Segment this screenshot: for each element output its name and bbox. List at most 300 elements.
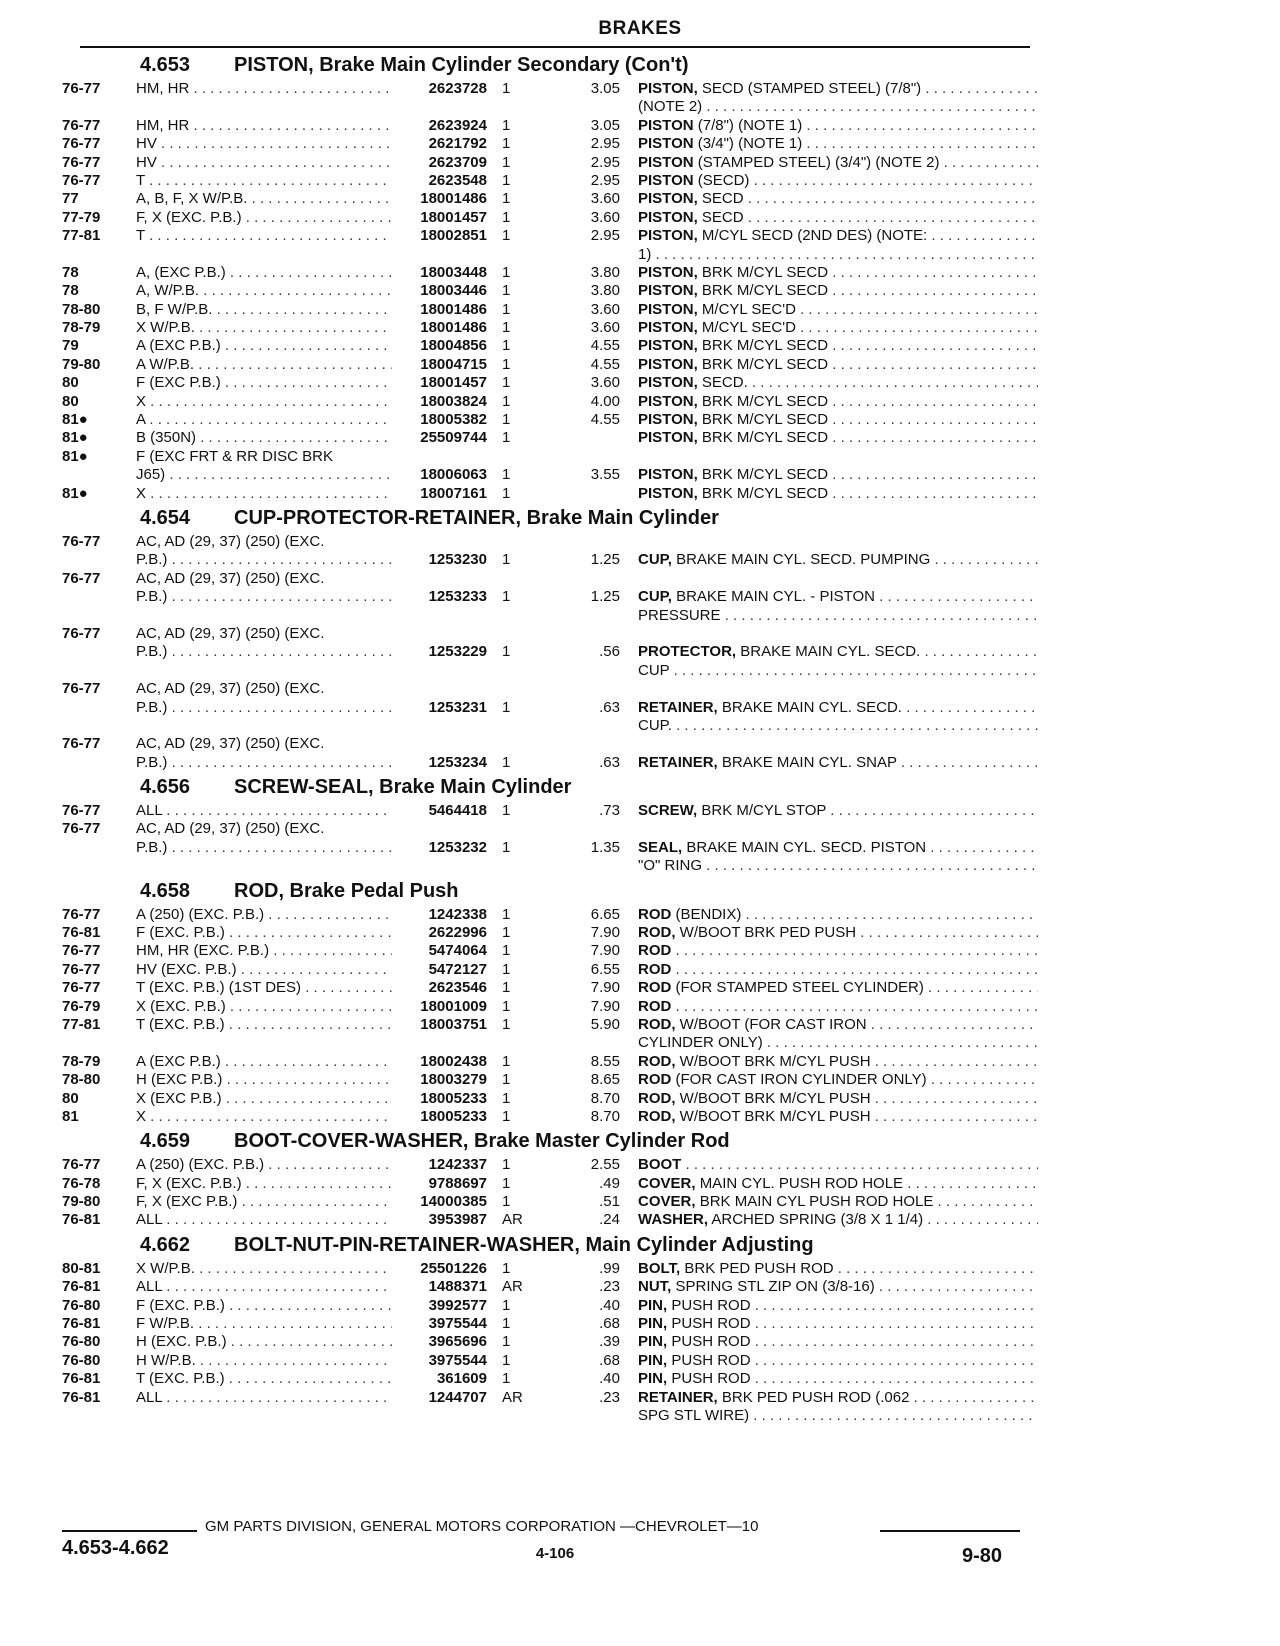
part-row	[62, 135, 1042, 153]
part-row	[62, 98, 1042, 116]
part-row	[62, 979, 1042, 997]
part-description	[638, 393, 1038, 411]
footer-rule-right	[880, 1530, 1020, 1532]
quantity: 1	[502, 263, 511, 281]
part-description	[638, 337, 1038, 355]
part-row	[62, 246, 1042, 264]
part-number: 2622996	[392, 924, 487, 942]
part-detail: SECD.	[701, 374, 748, 392]
model-code: F (EXC FRT & RR DISC BRK	[136, 447, 333, 465]
part-row	[62, 374, 1042, 392]
part-name: ROD	[638, 1071, 672, 1089]
part-number: 18003751	[392, 1016, 487, 1034]
part-row	[62, 551, 1042, 569]
price: 4.55	[590, 411, 620, 429]
footer-page-number: 4-106	[535, 1545, 575, 1562]
part-description	[638, 172, 1038, 190]
section-title	[62, 1230, 1042, 1260]
model-code: A . . .	[136, 411, 466, 429]
model-years: 76-77	[62, 116, 101, 134]
model-code: A (250) (EXC. P.B.) . . .	[136, 906, 466, 924]
part-number: 1242337	[392, 1156, 487, 1174]
model-years: 78-80	[62, 1071, 101, 1089]
part-name: ROD	[638, 942, 672, 960]
part-name: COVER,	[638, 1174, 696, 1192]
model-years: 76-81	[62, 1388, 101, 1406]
model-code: T (EXC. P.B.) (1ST DES) . . .	[136, 979, 466, 997]
part-name: ROD,	[638, 1015, 676, 1033]
section-name: BOLT-NUT-PIN-RETAINER-WASHER, Main Cylinder Adjusting	[234, 1233, 814, 1256]
model-code: X . . .	[136, 393, 466, 411]
part-detail: W/BOOT BRK M/CYL PUSH	[679, 1052, 871, 1070]
model-code: HV (EXC. P.B.) . . .	[136, 961, 466, 979]
header-rule	[80, 46, 1030, 48]
part-detail: BRK M/CYL SECD	[701, 263, 829, 281]
part-row	[62, 429, 1042, 447]
part-description	[638, 1034, 1038, 1052]
model-code: AC, AD (29, 37) (250) (EXC.	[136, 735, 325, 753]
price: .99	[599, 1259, 620, 1277]
part-description	[638, 1333, 1038, 1351]
part-number: 18003446	[392, 282, 487, 300]
part-row	[62, 1315, 1042, 1333]
part-row	[62, 1389, 1042, 1407]
section-number: 4.654	[140, 506, 191, 529]
part-detail: CYLINDER ONLY)	[638, 1034, 763, 1052]
part-description	[638, 1389, 1038, 1407]
quantity: 1	[502, 588, 511, 606]
quantity: 1	[502, 979, 511, 997]
model-code: HV . . .	[136, 154, 466, 172]
part-name: PISTON,	[638, 300, 698, 318]
part-detail: W/BOOT BRK M/CYL PUSH	[679, 1089, 871, 1107]
part-detail: 1)	[638, 245, 652, 263]
section-title	[62, 1126, 1042, 1156]
part-row	[62, 1071, 1042, 1089]
part-number: 18001486	[392, 301, 487, 319]
price: 3.60	[590, 374, 620, 392]
part-row	[62, 680, 1042, 698]
model-code: H W/P.B. . . .	[136, 1352, 466, 1370]
part-detail: PUSH ROD	[671, 1296, 751, 1314]
price: 4.55	[590, 355, 620, 373]
quantity: 1	[502, 924, 511, 942]
part-detail: ARCHED SPRING (3/8 X 1 1/4)	[711, 1211, 924, 1229]
quantity: 1	[502, 698, 511, 716]
part-description	[638, 942, 1038, 960]
part-detail: PUSH ROD	[671, 1370, 751, 1388]
part-row	[62, 942, 1042, 960]
part-number: 18003824	[392, 393, 487, 411]
model-code: F (EXC. P.B.) . . .	[136, 924, 466, 942]
price: .63	[599, 698, 620, 716]
part-number: 18006063	[392, 466, 487, 484]
quantity: 1	[502, 1089, 511, 1107]
part-name: PISTON	[638, 153, 694, 171]
model-code: F (EXC P.B.) . . .	[136, 374, 466, 392]
part-number: 3975544	[392, 1352, 487, 1370]
part-description	[638, 924, 1038, 942]
model-code: HM, HR . . .	[136, 117, 466, 135]
price: .68	[599, 1315, 620, 1333]
model-years: 79-80	[62, 355, 101, 373]
part-number: 1253229	[392, 643, 487, 661]
model-years: 76-77	[62, 569, 101, 587]
quantity: 1	[502, 374, 511, 392]
part-detail: "O" RING	[638, 857, 702, 875]
model-code: X (EXC. P.B.) . . .	[136, 998, 466, 1016]
part-description	[638, 1016, 1038, 1034]
part-description	[638, 117, 1038, 135]
model-code: H (EXC. P.B.) . . .	[136, 1333, 466, 1351]
part-number: 14000385	[392, 1193, 487, 1211]
part-name: ROD,	[638, 1089, 676, 1107]
part-name: PISTON,	[638, 208, 698, 226]
model-code: ALL . . .	[136, 1211, 466, 1229]
model-code: F, X (EXC. P.B.) . . .	[136, 209, 466, 227]
price: 5.90	[590, 1015, 620, 1033]
part-name: PISTON,	[638, 80, 698, 97]
model-years: 76-80	[62, 1333, 101, 1351]
price: .23	[599, 1278, 620, 1296]
part-row	[62, 80, 1042, 98]
part-row	[62, 1016, 1042, 1034]
part-detail: PUSH ROD	[671, 1315, 751, 1333]
part-name: CUP,	[638, 588, 672, 606]
footer-rule-left	[62, 1530, 197, 1532]
part-detail: (FOR STAMPED STEEL CYLINDER)	[675, 979, 924, 997]
part-name: PISTON,	[638, 190, 698, 208]
price: .73	[599, 802, 620, 820]
model-code: T (EXC. P.B.) . . .	[136, 1016, 466, 1034]
quantity: 1	[502, 466, 511, 484]
footer-corporation: GM PARTS DIVISION, GENERAL MOTORS CORPORATION —CHEVROLET—10	[205, 1518, 759, 1535]
part-description	[638, 1053, 1038, 1071]
quantity: 1	[502, 1259, 511, 1277]
part-detail: BRK M/CYL STOP	[701, 802, 827, 820]
price: 6.55	[590, 960, 620, 978]
model-code: H (EXC P.B.) . . .	[136, 1071, 466, 1089]
price: .56	[599, 643, 620, 661]
part-name: PISTON,	[638, 282, 698, 300]
part-description	[638, 135, 1038, 153]
part-row	[62, 1211, 1042, 1229]
part-description	[638, 1211, 1038, 1229]
quantity: 1	[502, 1296, 511, 1314]
quantity: 1	[502, 171, 511, 189]
quantity: 1	[502, 960, 511, 978]
part-number: 3965696	[392, 1333, 487, 1351]
part-description	[638, 1315, 1038, 1333]
part-detail: PRESSURE	[638, 606, 721, 624]
part-number: 1253230	[392, 551, 487, 569]
price: 2.95	[590, 153, 620, 171]
part-number: 18004856	[392, 337, 487, 355]
part-name: PISTON,	[638, 374, 698, 392]
part-description	[638, 839, 1038, 857]
model-code: X . . .	[136, 485, 466, 503]
quantity: 1	[502, 227, 511, 245]
model-code: ALL . . .	[136, 1278, 466, 1296]
section-number: 4.658	[140, 879, 191, 902]
model-code: F W/P.B. . . .	[136, 1315, 466, 1333]
model-years: 76-77	[62, 960, 101, 978]
quantity: 1	[502, 116, 511, 134]
part-name: ROD	[638, 905, 672, 923]
part-name: COVER,	[638, 1193, 696, 1211]
price: 8.70	[590, 1089, 620, 1107]
model-years: 76-81	[62, 924, 101, 942]
part-description	[638, 227, 1038, 245]
part-detail: W/BOOT BRK M/CYL PUSH	[679, 1107, 871, 1125]
part-number: 2623709	[392, 154, 487, 172]
footer-section-range: 4.653-4.662	[62, 1537, 169, 1559]
section-title	[62, 50, 1042, 80]
model-years: 76-77	[62, 624, 101, 642]
model-years: 79	[62, 337, 79, 355]
model-years: 76-77	[62, 979, 101, 997]
part-row	[62, 717, 1042, 735]
price: .40	[599, 1370, 620, 1388]
quantity: 1	[502, 135, 511, 153]
part-row	[62, 662, 1042, 680]
model-code: J65) . . .	[136, 466, 466, 484]
quantity: 1	[502, 355, 511, 373]
quantity: 1	[502, 282, 511, 300]
quantity: 1	[502, 319, 511, 337]
model-code: AC, AD (29, 37) (250) (EXC.	[136, 532, 325, 550]
section-name: BOOT-COVER-WASHER, Brake Master Cylinder Rod	[234, 1130, 730, 1153]
part-detail: BRK M/CYL SECD	[701, 392, 829, 410]
model-years: 76-77	[62, 1156, 101, 1174]
section-number: 4.662	[140, 1233, 191, 1256]
part-number: 9788697	[392, 1175, 487, 1193]
model-years: 78-79	[62, 1052, 101, 1070]
part-number: 18005233	[392, 1090, 487, 1108]
part-name: RETAINER,	[638, 753, 718, 771]
part-description	[638, 551, 1038, 569]
model-code: P.B.) . . .	[136, 839, 466, 857]
model-years: 78	[62, 263, 79, 281]
part-detail: BRK M/CYL SECD	[701, 484, 829, 502]
part-detail: BRAKE MAIN CYL. SECD.	[721, 698, 902, 716]
model-years: 81●	[62, 484, 88, 502]
part-row	[62, 839, 1042, 857]
part-description	[638, 190, 1038, 208]
part-description	[638, 356, 1038, 374]
price: 3.60	[590, 319, 620, 337]
model-years: 76-77	[62, 171, 101, 189]
quantity: 1	[502, 337, 511, 355]
part-name: PISTON,	[638, 429, 698, 447]
part-name: PIN,	[638, 1296, 668, 1314]
section-name: ROD, Brake Pedal Push	[234, 879, 459, 902]
quantity: 1	[502, 1333, 511, 1351]
part-detail: BRAKE MAIN CYL. SECD.	[740, 643, 921, 661]
part-detail: PUSH ROD	[671, 1351, 751, 1369]
part-description	[638, 411, 1038, 429]
part-name: PISTON,	[638, 392, 698, 410]
price: .40	[599, 1296, 620, 1314]
section-number: 4.659	[140, 1130, 191, 1153]
model-code: A (EXC P.B.) . . .	[136, 337, 466, 355]
price: 3.80	[590, 263, 620, 281]
part-number: 1253233	[392, 588, 487, 606]
part-name: SCREW,	[638, 802, 698, 820]
model-code: P.B.) . . .	[136, 588, 466, 606]
part-row	[62, 533, 1042, 551]
price: 7.90	[590, 997, 620, 1015]
price: 7.90	[590, 942, 620, 960]
part-detail: MAIN CYL. PUSH ROD HOLE	[699, 1174, 904, 1192]
part-row	[62, 448, 1042, 466]
part-number: 18002438	[392, 1053, 487, 1071]
section-number: 4.656	[140, 776, 191, 799]
part-description	[638, 1071, 1038, 1089]
model-code: P.B.) . . .	[136, 699, 466, 717]
model-code: F, X (EXC P.B.) . . .	[136, 1193, 466, 1211]
quantity: 1	[502, 1351, 511, 1369]
price: 3.55	[590, 466, 620, 484]
part-description	[638, 717, 1038, 735]
model-code: AC, AD (29, 37) (250) (EXC.	[136, 569, 325, 587]
quantity: AR	[502, 1211, 523, 1229]
part-row	[62, 1156, 1042, 1174]
price: 3.80	[590, 282, 620, 300]
model-code: P.B.) . . .	[136, 754, 466, 772]
section-number: 4.653	[140, 54, 191, 76]
part-row	[62, 998, 1042, 1016]
model-years: 76-80	[62, 1351, 101, 1369]
part-detail: SPRING STL ZIP ON (3/8-16)	[675, 1278, 875, 1296]
part-row	[62, 857, 1042, 875]
part-description	[638, 429, 1038, 447]
model-years: 76-78	[62, 1174, 101, 1192]
part-description	[638, 1193, 1038, 1211]
part-name: PISTON	[638, 116, 694, 134]
model-code: F (EXC. P.B.) . . .	[136, 1297, 466, 1315]
part-detail: (FOR CAST IRON CYLINDER ONLY)	[675, 1071, 927, 1089]
part-row	[62, 1193, 1042, 1211]
model-years: 76-77	[62, 942, 101, 960]
quantity: AR	[502, 1388, 523, 1406]
part-description	[638, 1370, 1038, 1388]
model-years: 78	[62, 282, 79, 300]
quantity: AR	[502, 1278, 523, 1296]
part-name: WASHER,	[638, 1211, 709, 1229]
model-years: 81●	[62, 447, 88, 465]
part-row	[62, 301, 1042, 319]
part-row	[62, 319, 1042, 337]
model-code: A W/P.B. . . .	[136, 356, 466, 374]
quantity: 1	[502, 1156, 511, 1174]
price: .51	[599, 1193, 620, 1211]
price: 3.60	[590, 208, 620, 226]
model-years: 78-79	[62, 319, 101, 337]
part-name: PISTON,	[638, 337, 698, 355]
model-years: 76-77	[62, 820, 101, 838]
model-code: B (350N) . . .	[136, 429, 466, 447]
part-row	[62, 588, 1042, 606]
part-name: BOLT,	[638, 1259, 681, 1277]
part-number: 18001486	[392, 319, 487, 337]
part-row	[62, 643, 1042, 661]
part-row	[62, 466, 1042, 484]
section-name: SCREW-SEAL, Brake Main Cylinder	[234, 776, 572, 799]
part-description	[638, 1278, 1038, 1296]
quantity: 1	[502, 80, 511, 97]
part-name: ROD,	[638, 1107, 676, 1125]
part-row	[62, 356, 1042, 374]
part-name: ROD,	[638, 924, 676, 942]
part-description	[638, 754, 1038, 772]
quantity: 1	[502, 392, 511, 410]
model-years: 76-77	[62, 735, 101, 753]
price: 7.90	[590, 979, 620, 997]
part-name: PIN,	[638, 1315, 668, 1333]
part-detail: BRK M/CYL SECD	[701, 429, 829, 447]
model-years: 76-79	[62, 997, 101, 1015]
model-code: AC, AD (29, 37) (250) (EXC.	[136, 680, 325, 698]
quantity: 1	[502, 208, 511, 226]
part-detail: BRAKE MAIN CYL. SECD. PUMPING	[676, 551, 931, 569]
quantity: 1	[502, 905, 511, 923]
price: .23	[599, 1388, 620, 1406]
part-name: BOOT	[638, 1156, 682, 1174]
part-description	[638, 1090, 1038, 1108]
model-years: 76-77	[62, 80, 101, 97]
section-title	[62, 772, 1042, 802]
part-number: 1242338	[392, 906, 487, 924]
quantity: 1	[502, 300, 511, 318]
part-number: 18001486	[392, 190, 487, 208]
part-row	[62, 1053, 1042, 1071]
part-description	[638, 588, 1038, 606]
model-years: 76-81	[62, 1211, 101, 1229]
model-years: 76-81	[62, 1315, 101, 1333]
part-description	[638, 857, 1038, 875]
part-row	[62, 1352, 1042, 1370]
quantity: 1	[502, 1315, 511, 1333]
part-number: 18001457	[392, 374, 487, 392]
part-detail: CUP	[638, 661, 670, 679]
part-name: PISTON,	[638, 355, 698, 373]
quantity: 1	[502, 1015, 511, 1033]
quantity: 1	[502, 997, 511, 1015]
part-row	[62, 961, 1042, 979]
part-detail: BRK M/CYL SECD	[701, 411, 829, 429]
part-detail: M/CYL SEC'D	[701, 319, 796, 337]
part-row	[62, 754, 1042, 772]
model-years: 77	[62, 190, 79, 208]
part-name: PISTON	[638, 171, 694, 189]
part-detail: BRK M/CYL SECD	[701, 466, 829, 484]
price: 2.55	[590, 1156, 620, 1174]
model-code: A, B, F, X W/P.B. . . .	[136, 190, 466, 208]
part-number: 3992577	[392, 1297, 487, 1315]
part-detail: SECD	[701, 190, 744, 208]
part-description	[638, 1407, 1038, 1425]
part-detail: BRAKE MAIN CYL. SECD. PISTON	[686, 838, 927, 856]
part-description	[638, 1352, 1038, 1370]
model-code: X (EXC P.B.) . . .	[136, 1090, 466, 1108]
price: 1.25	[590, 551, 620, 569]
model-years: 77-79	[62, 208, 101, 226]
part-description	[638, 485, 1038, 503]
model-code: A (250) (EXC. P.B.) . . .	[136, 1156, 466, 1174]
part-name: PISTON,	[638, 411, 698, 429]
part-name: PISTON,	[638, 227, 698, 245]
